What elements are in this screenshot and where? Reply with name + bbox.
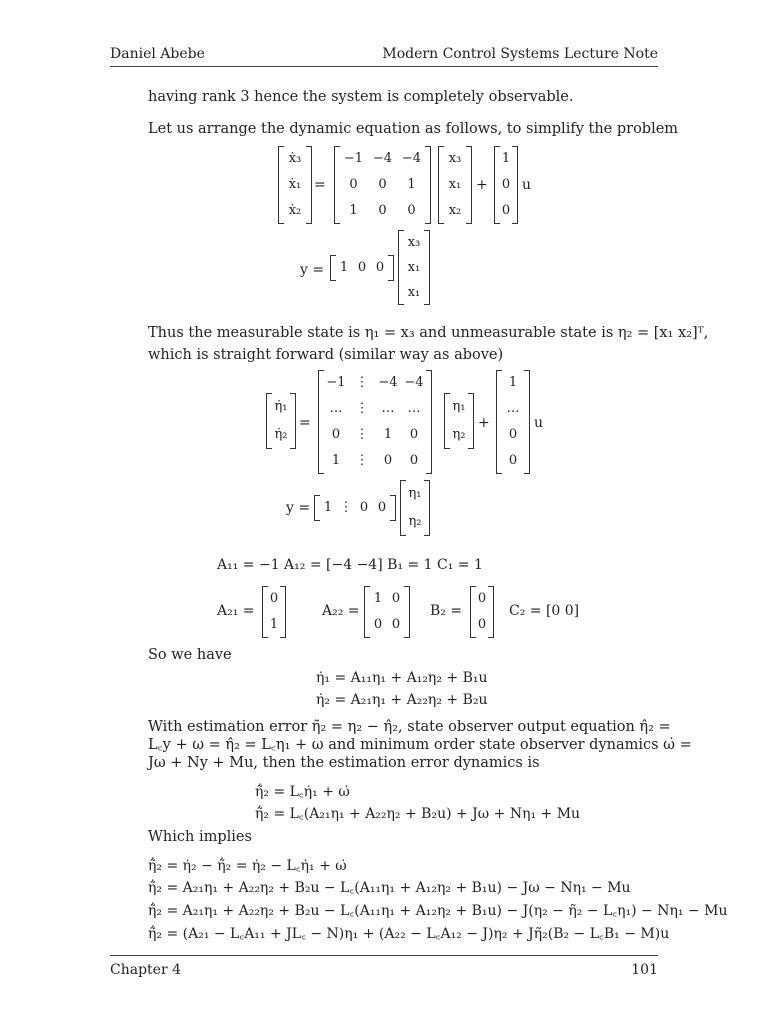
- matrix-cell: 0: [501, 203, 511, 218]
- output-eq-label-2: y =: [286, 500, 311, 516]
- paragraph-arrange: Let us arrange the dynamic equation as follows, to simplify the problem: [148, 121, 679, 137]
- matrix-cell: 1: [373, 591, 383, 606]
- footer-chapter: Chapter 4: [110, 962, 181, 978]
- matrix-cell: −1: [343, 151, 364, 166]
- footer-page-number: 101: [631, 962, 658, 978]
- plus-sign: +: [478, 415, 490, 431]
- equals-sign: =: [314, 177, 326, 193]
- matrix-cell: 0: [501, 177, 511, 192]
- matrix-cell: 0: [378, 203, 387, 218]
- error-eq-1: η̃̇₂ = L꜀η̇₁ + ω̇: [255, 784, 350, 800]
- matrix-cell: 0: [508, 427, 518, 442]
- matrix-cell: x₃: [407, 234, 421, 250]
- implies-eq-1: η̃̇₂ = η̇₂ − η̃̇₂ = η̇₂ − L꜀η̇₁ + ω̇: [148, 858, 347, 874]
- matrix-cell: x₁: [448, 177, 462, 192]
- partitioned-output-matrix: [314, 495, 396, 521]
- plus-sign: +: [476, 177, 488, 193]
- partitioned-state-matrix: [318, 370, 432, 474]
- matrix-cell: 0: [378, 177, 387, 192]
- footer-rule: [110, 955, 658, 956]
- matrix-cell: ẋ₃: [288, 151, 302, 166]
- matrix-cell: x₁: [407, 259, 421, 275]
- b2-values: [470, 586, 494, 638]
- a21-values: [262, 586, 286, 638]
- a21-label: A₂₁ =: [217, 603, 255, 619]
- output-eta-vector: [400, 480, 430, 536]
- matrix-cell: −4: [404, 375, 424, 390]
- matrix-cell: 0: [477, 591, 487, 606]
- matrix-cell: 0: [409, 427, 419, 442]
- matrix-cell: ẋ₁: [288, 177, 302, 192]
- output-state-vector: [398, 230, 430, 305]
- header-title: Modern Control Systems Lecture Note: [382, 46, 658, 62]
- header-author: Daniel Abebe: [110, 46, 205, 62]
- error-eq-2: η̃̇₂ = L꜀(A₂₁η₁ + A₂₂η₂ + B₂u) + Jω + Nη₁ + Mu: [255, 806, 581, 822]
- b2-label: B₂ =: [430, 603, 463, 619]
- matrix-cell: ⋮: [355, 427, 369, 442]
- matrix-cell: η̇₂: [274, 427, 288, 442]
- matrix-cell: ⋮: [339, 500, 353, 515]
- matrix-cell: −4: [401, 151, 422, 166]
- matrix-cell: 1: [501, 151, 511, 166]
- matrix-cell: 0: [409, 453, 419, 468]
- matrix-cell: 1: [407, 177, 416, 192]
- matrix-cell: x₃: [448, 151, 462, 166]
- matrix-cell: η₂: [452, 427, 466, 442]
- implies-eq-3: η̃̇₂ = A₂₁η₁ + A₂₂η₂ + B₂u − L꜀(A₁₁η₁ + A₁₂η₂ + B₁u) − J(η₂ − η̃₂ − L꜀η₁) − Nη₁ − Mu: [148, 903, 728, 919]
- header-rule: [110, 66, 658, 67]
- matrix-cell: 0: [359, 500, 369, 515]
- eta-vector: [444, 393, 474, 449]
- matrix-cell: 0: [391, 617, 401, 632]
- matrix-cell: 0: [391, 591, 401, 606]
- paragraph-estimation-1: With estimation error η̃₂ = η₂ − η̂₂, state observer output equation η̂₂ =: [148, 719, 671, 735]
- matrix-cell: 0: [407, 203, 416, 218]
- matrix-cell: 1: [349, 203, 358, 218]
- matrix-cell: η₁: [452, 399, 466, 414]
- matrix-cell: 0: [375, 260, 385, 275]
- matrix-cell: 0: [383, 453, 393, 468]
- matrix-cell: 0: [349, 177, 358, 192]
- matrix-cell: 1: [339, 260, 349, 275]
- paragraph-rank: having rank 3 hence the system is completely observable.: [148, 89, 574, 105]
- system-eq-2: η̇₂ = A₂₁η₁ + A₂₂η₂ + B₂u: [316, 692, 488, 708]
- matrix-cell: x₁: [407, 284, 421, 300]
- matrix-cell: −4: [378, 375, 398, 390]
- state-matrix: [334, 146, 431, 224]
- a22-label: A₂₂ =: [322, 603, 360, 619]
- matrix-cell: η̇₁: [274, 399, 288, 414]
- a22-values: [364, 586, 410, 638]
- matrix-cell: 0: [508, 453, 518, 468]
- matrix-cell: …: [407, 401, 421, 416]
- lhs-vector: [278, 146, 312, 224]
- matrix-cell: ⋮: [355, 375, 369, 390]
- paragraph-estimation-3: Jω + Ny + Mu, then the estimation error dynamics is: [148, 755, 540, 771]
- matrix-cell: 0: [377, 500, 387, 515]
- matrix-cell: −1: [326, 375, 346, 390]
- paragraph-so-we-have: So we have: [148, 647, 232, 663]
- matrix-cell: 1: [323, 500, 333, 515]
- matrix-cell: 0: [373, 617, 383, 632]
- matrix-cell: 0: [357, 260, 367, 275]
- matrix-cell: ⋮: [355, 401, 369, 416]
- output-matrix: [330, 255, 394, 281]
- matrix-cell: 1: [383, 427, 393, 442]
- lhs-vector-eta: [266, 393, 296, 449]
- implies-eq-4: η̃̇₂ = (A₂₁ − L꜀A₁₁ + JL꜀ − N)η₁ + (A₂₂ − L꜀A₁₂ − J)η₂ + Jη̃₂(B₂ − L꜀B₁ − M)u: [148, 926, 670, 942]
- matrix-cell: …: [381, 401, 395, 416]
- matrix-cell: η₂: [408, 514, 422, 529]
- output-eq-label-1: y =: [300, 262, 325, 278]
- state-vector: [438, 146, 472, 224]
- input-u: u: [522, 177, 532, 193]
- matrix-cell: 1: [269, 617, 279, 632]
- paragraph-measurable: Thus the measurable state is η₁ = x₃ and unmeasurable state is η₂ = [x₁ x₂]ᵀ,: [148, 325, 709, 341]
- equals-sign: =: [299, 415, 311, 431]
- matrix-cell: ẋ₂: [288, 203, 302, 218]
- matrix-cell: 0: [269, 591, 279, 606]
- system-eq-1: η̇₁ = A₁₁η₁ + A₁₂η₂ + B₁u: [316, 670, 488, 686]
- partitioned-input-vector: [496, 370, 530, 474]
- input-u: u: [534, 415, 544, 431]
- matrix-cell: …: [506, 401, 520, 416]
- paragraph-straight-forward: which is straight forward (similar way as above): [148, 347, 504, 363]
- paragraph-which-implies: Which implies: [148, 829, 252, 845]
- input-vector: [494, 146, 518, 224]
- c2-definition: C₂ = [0 0]: [509, 603, 580, 619]
- matrix-cell: η₁: [408, 486, 422, 501]
- matrix-cell: x₂: [448, 203, 462, 218]
- matrix-cell: …: [329, 401, 343, 416]
- matrix-cell: 1: [508, 375, 518, 390]
- matrix-cell: 0: [477, 617, 487, 632]
- matrix-cell: 0: [331, 427, 341, 442]
- matrix-cell: 1: [331, 453, 341, 468]
- matrix-cell: ⋮: [355, 453, 369, 468]
- implies-eq-2: η̃̇₂ = A₂₁η₁ + A₂₂η₂ + B₂u − L꜀(A₁₁η₁ + A₁₂η₂ + B₁u) − Jω − Nη₁ − Mu: [148, 880, 631, 896]
- matrix-cell: −4: [372, 151, 393, 166]
- block-matrices-row: A₁₁ = −1 A₁₂ = [−4 −4] B₁ = 1 C₁ = 1: [217, 557, 483, 573]
- paragraph-estimation-2: L꜀y + ω = η̂₂ = L꜀η₁ + ω and minimum order state observer dynamics ω̇ =: [148, 737, 692, 753]
